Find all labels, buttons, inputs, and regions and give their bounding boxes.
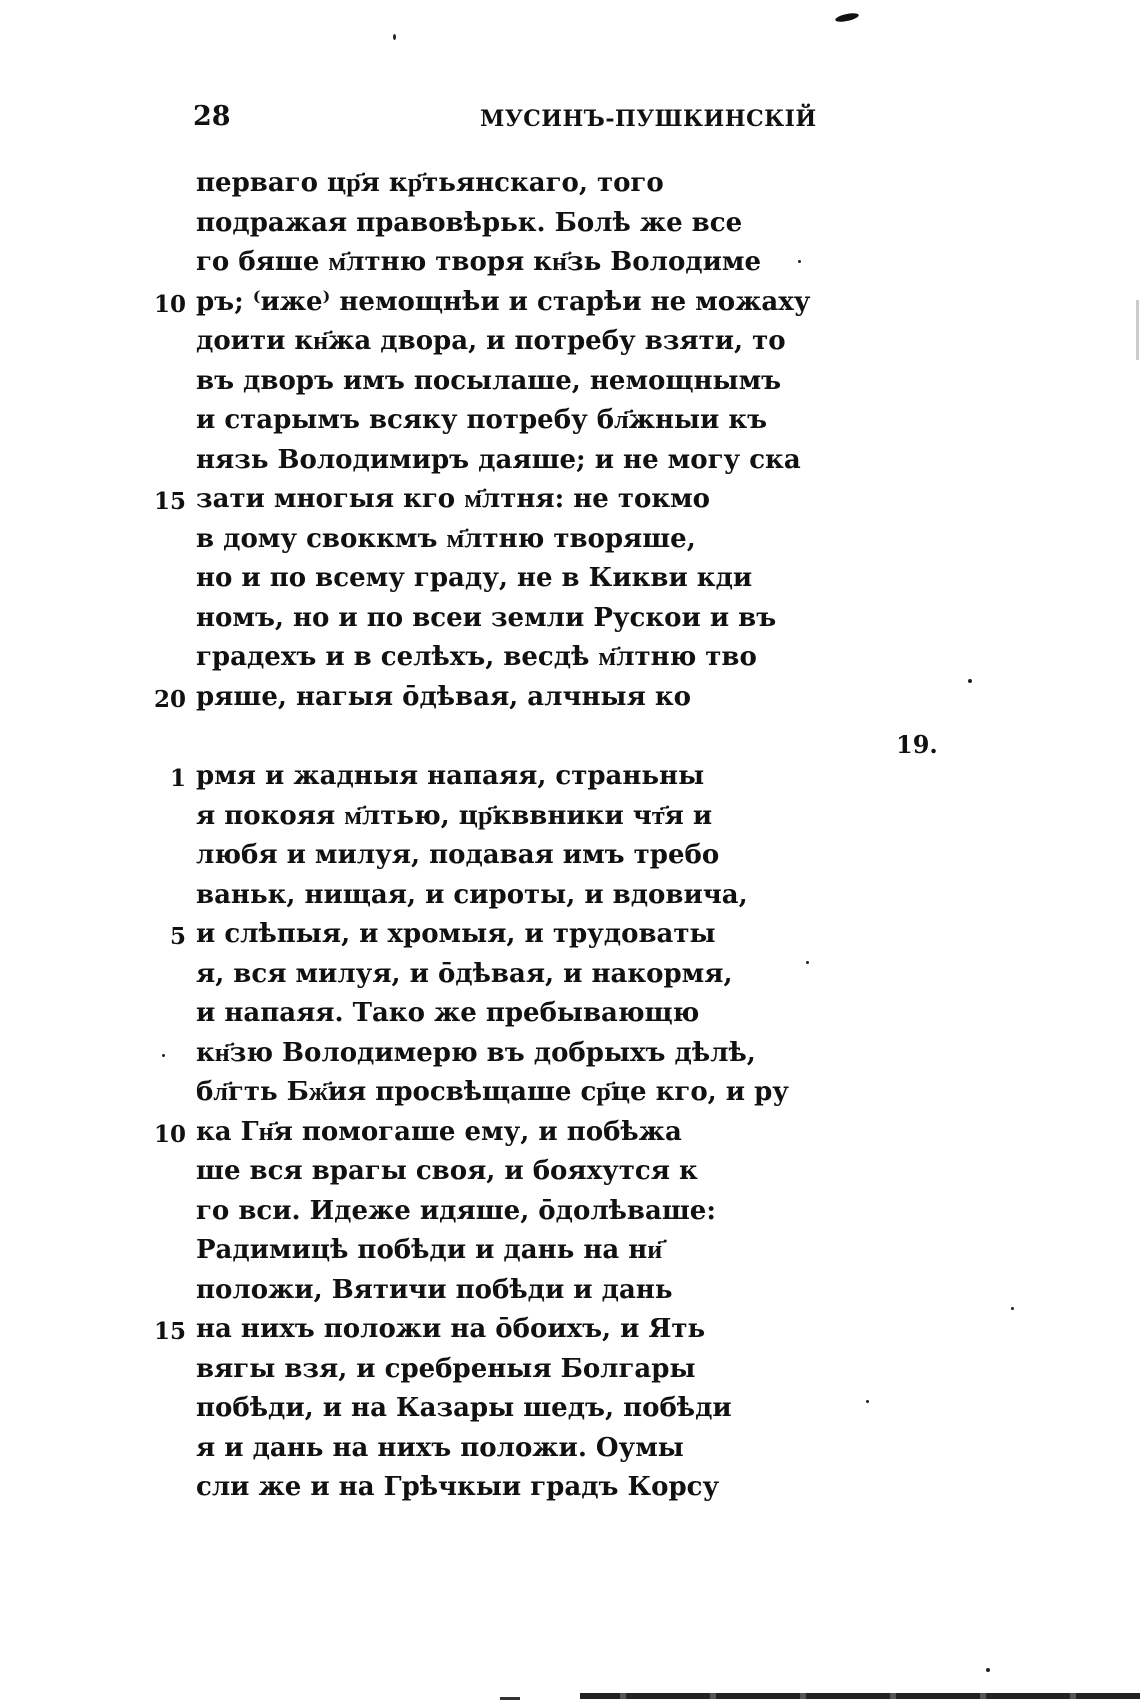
line-text: я и дань на нихъ положи. Оумы	[196, 1432, 684, 1463]
line-number: 5	[169, 923, 186, 950]
line-number: 20	[153, 685, 186, 713]
line-number: 10	[153, 290, 186, 318]
line-number: 15	[153, 488, 186, 515]
page-number: 28	[193, 101, 231, 132]
speck	[393, 34, 396, 40]
line-text: сли же и на Грѣчкыи градъ Корсу	[196, 1472, 720, 1502]
line-text: ваньк, нищая, и сироты, и вдовича,	[196, 879, 748, 910]
line-text: любя и милуя, подавая имъ требо	[196, 840, 720, 870]
bottom-rule	[500, 1697, 520, 1700]
speck	[866, 1400, 869, 1403]
line-number: 1	[169, 765, 186, 792]
line-text: я покояя м҃лтью, цр҃кввники чт҃я и	[196, 800, 713, 831]
line-text: кн҃зю Володимерю въ добрыхъ дѣлѣ,	[196, 1037, 756, 1068]
page-edge-shadow	[1136, 300, 1139, 360]
line-number: 15	[153, 1318, 186, 1345]
line-text: я, вся милуя, и ōдѣвая, и накормя,	[196, 958, 733, 989]
line-text: побѣди, и на Казары шедъ, побѣди	[196, 1393, 732, 1423]
line-text: ръ; ⁽иже⁾ немощнѣи и старѣи не можаху	[196, 286, 811, 317]
line-text: бл҃гть Бж҃ия просвѣщаше ср҃це кго, и ру	[196, 1077, 789, 1107]
line-text: ше вся врагы своя, и бояхутся к	[196, 1156, 698, 1186]
line-text: на нихъ положи на ōбоихъ, и Ять	[196, 1314, 706, 1344]
speck	[1011, 1307, 1014, 1310]
line-text: нязь Володимиръ даяше; и не могу ска	[196, 444, 801, 475]
line-text: го вси. Идеже идяше, ōдолѣваше:	[196, 1195, 716, 1226]
ink-mark	[835, 12, 860, 24]
line-text: го бяше м҃лтню творя кн҃зь Володиме	[196, 247, 762, 277]
line-text: ка Гн҃я помогаше ему, и побѣжа	[196, 1116, 682, 1147]
line-text: вягы взя, и сребреныя Болгары	[196, 1353, 696, 1384]
line-text: доити кн҃жа двора, и потребу взяти, то	[196, 326, 786, 356]
running-title: МУСИНЪ-ПУШКИНСКІЙ	[480, 106, 817, 132]
line-text: зати многыя кго м҃лтня: не токмо	[196, 484, 711, 514]
line-text: и старымъ всяку потребу бл҃жныи къ	[196, 405, 768, 435]
line-text: положи, Вятичи побѣди и дань	[196, 1274, 673, 1305]
line-text: въ дворъ имъ посылаше, немощнымъ	[196, 365, 782, 396]
line-text: подражая правовѣрьк. Болѣ же все	[196, 207, 743, 238]
speck	[806, 961, 809, 964]
line-number: 10	[153, 1120, 186, 1148]
margin-folio-number: 19.	[896, 730, 938, 759]
speck	[798, 260, 801, 263]
speck	[162, 1054, 165, 1057]
line-text: Радимицѣ побѣди и дань на ни҃	[196, 1235, 663, 1265]
bottom-rule	[580, 1693, 1140, 1699]
line-text: и напаяя. Тако же пребывающю	[196, 998, 700, 1028]
line-text: рмя и жадныя напаяя, страньны	[196, 761, 705, 791]
line-text: градехъ и в селѣхъ, веcдѣ м҃лтню тво	[196, 642, 757, 672]
line-text: ряше, нагыя ōдѣвая, алчныя ко	[196, 681, 691, 712]
line-text: номъ, но и по всеи земли Рускои и въ	[196, 602, 777, 633]
line-text: и слѣпыя, и хромыя, и трудоваты	[196, 919, 716, 949]
line-text: но и по всему граду, не в Кикви кди	[196, 563, 753, 593]
line-text: перваго цр҃я кр҃тьянскаго, того	[196, 168, 664, 198]
speck	[986, 1668, 990, 1672]
line-text: в дому своккмъ м҃лтню творяше,	[196, 523, 696, 554]
speck	[968, 679, 972, 683]
